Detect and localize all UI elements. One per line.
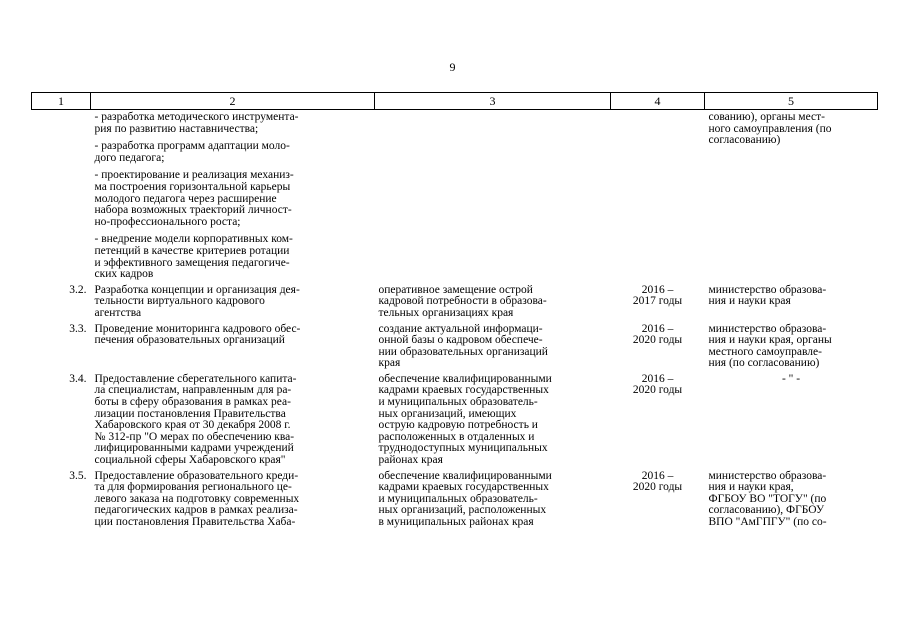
row-responsible: министерство образова- ния и науки края bbox=[708, 283, 827, 308]
bullet-item: - внедрение модели корпоративных ком- петенций в качестве критериев ротации и эффективного замещения педагогиче- ских кадров bbox=[94, 233, 293, 281]
column-number-4: 4 bbox=[611, 93, 705, 110]
table-row bbox=[32, 471, 878, 533]
row-number: 3.5. bbox=[69, 469, 87, 482]
row-years: 2016 – 2020 годы bbox=[632, 372, 683, 397]
row-event: Предоставление образовательного креди- та для формирования регионального це- левого заказа на подготовку современных педагогических кадров в рамках реализа- ции постановления Правительства Хаба- bbox=[94, 469, 300, 528]
row-number: 3.3. bbox=[69, 322, 87, 335]
row-responsible: министерство образова- ния и науки края, органы местного самоуправле- ния (по согласованию) bbox=[708, 322, 832, 370]
bullet-item: - разработка программ адаптации моло- дого педагога; bbox=[94, 140, 290, 164]
row-number: 3.2. bbox=[69, 283, 87, 296]
table-row bbox=[32, 374, 878, 471]
page-number: 9 bbox=[449, 60, 456, 74]
row-event: Предоставление сберегательного капита- ла специалистам, направленным для ра- боты в сферу образования в рамках реа- лизации постановления Правительства Хабаровского края от 30 декабря 2008 г. № 312-пр "О мерах по обеспечению ква- лифицированными кадрами учреждений социальной сферы Хабаровского края" bbox=[94, 372, 297, 467]
row-event: Проведение мониторинга кадрового обес- печения образовательных организаций bbox=[94, 322, 301, 347]
column-number-2: 2 bbox=[91, 93, 375, 110]
row-event: Разработка концепции и организация дея- тельности виртуального кадрового агентства bbox=[94, 283, 300, 319]
continuation-result-cell bbox=[375, 110, 611, 285]
bullet-item: - проектирование и реализация механиз- ма построения горизонтальной карьеры молодого педагога через расширение набора возможных траекторий личност- но-профессионального роста; bbox=[94, 169, 294, 228]
row-result: оперативное замещение острой кадровой потребности в образова- тельных организациях края bbox=[378, 283, 547, 319]
row-responsible: - " - bbox=[781, 372, 801, 385]
continuation-row bbox=[32, 110, 878, 285]
row-result: обеспечение квалифицированными кадрами краевых государственных и муниципальных образователь- ных организаций, расположенных в муниципальных районах края bbox=[378, 469, 552, 528]
row-years: 2016 – 2020 годы bbox=[632, 469, 683, 494]
row-result: обеспечение квалифицированными кадрами краевых государственных и муниципальных образователь- ных организаций, имеющих острую кадровую потребность и расположенных в отдаленных и труднодоступных муниципальных районах края bbox=[378, 372, 552, 467]
table-row bbox=[32, 324, 878, 374]
table-row bbox=[32, 285, 878, 324]
column-number-5: 5 bbox=[705, 93, 878, 110]
column-number-1: 1 bbox=[32, 93, 91, 110]
continuation-years-cell bbox=[611, 110, 705, 285]
row-result: создание актуальной информаци- онной базы о кадровом обеспече- нии образовательных организаций края bbox=[378, 322, 548, 370]
row-responsible: министерство образова- ния и науки края, ФГБОУ ВО "ТОГУ" (по согласованию), ФГБОУ ВПО "АмГПГУ" (по со- bbox=[708, 469, 827, 528]
continuation-bullets-cell bbox=[91, 110, 375, 285]
continuation-responsible-cell: сованию), органы мест- ного самоуправления (по согласованию) bbox=[708, 111, 832, 147]
bullet-item: - разработка методического инструмента- рия по развитию наставничества; bbox=[94, 111, 299, 135]
continuation-num-cell bbox=[32, 110, 91, 285]
row-number: 3.4. bbox=[69, 372, 87, 385]
column-number-header-row bbox=[32, 93, 878, 110]
measures-table bbox=[31, 92, 878, 533]
row-years: 2016 – 2020 годы bbox=[632, 322, 683, 347]
column-number-3: 3 bbox=[375, 93, 611, 110]
row-years: 2016 – 2017 годы bbox=[632, 283, 683, 308]
